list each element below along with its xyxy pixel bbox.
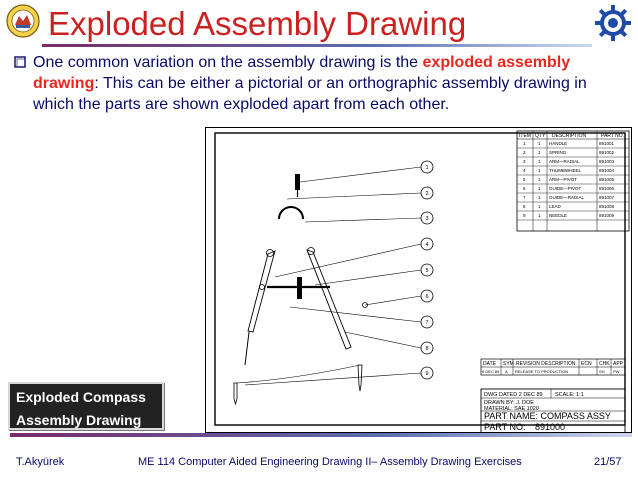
caption-line-1: Exploded Compass	[16, 389, 146, 405]
parts-row-9-description: NEEDLE	[549, 213, 568, 218]
checkbox-bullet-icon	[14, 56, 26, 68]
slide-title: Exploded Assembly Drawing	[48, 5, 467, 42]
department-gear-logo	[594, 4, 632, 42]
parts-row-9-qty: 1	[538, 213, 541, 218]
parts-row-7-partno: 891007	[599, 195, 615, 200]
footer-page-number: 21/57	[594, 456, 622, 468]
parts-row-4-partno: 891004	[599, 168, 615, 173]
parts-header-qty: QTY	[535, 133, 546, 139]
parts-row-9-item: 9	[523, 213, 526, 218]
balloon-label-6: 6	[425, 294, 429, 300]
balloon-label-7: 7	[425, 320, 429, 326]
parts-row-6-description: GUIDE—PIVOT	[549, 186, 582, 191]
rev-header-date: DATE	[483, 361, 496, 367]
balloon-label-9: 9	[425, 371, 429, 377]
parts-row-4-item: 4	[523, 168, 526, 173]
body-highlight: exploded assembly drawing	[33, 54, 571, 92]
rev-date: 6 DEC 89	[482, 369, 500, 374]
parts-row-2-partno: 891002	[599, 150, 615, 155]
rev-chk: SH	[599, 369, 605, 374]
parts-row-8-description: LEAD	[549, 204, 561, 209]
parts-row-6-qty: 1	[538, 186, 541, 191]
parts-row-8-partno: 891008	[599, 204, 615, 209]
title-block-part-no: 891000	[535, 422, 566, 432]
handle-part	[295, 174, 300, 190]
parts-header-partno: PART NO.	[601, 133, 625, 139]
parts-row-1-item: 1	[523, 141, 526, 146]
caption-line-2: Assembly Drawing	[16, 412, 142, 428]
body-text-start: One common variation on the assembly drawing is the	[33, 54, 423, 71]
balloon-label-4: 4	[425, 242, 429, 248]
balloon-label-2: 2	[425, 191, 429, 197]
parts-row-5-partno: 891005	[599, 177, 615, 182]
body-paragraph	[14, 52, 632, 115]
parts-header-description: DESCRIPTION	[552, 133, 587, 139]
title-block-part-no-label: PART NO:	[484, 422, 526, 432]
parts-row-3-item: 3	[523, 159, 526, 164]
parts-row-1-partno: 891001	[599, 141, 615, 146]
footer-course: ME 114 Computer Aided Engineering Drawing II– Assembly Drawing Exercises	[138, 456, 522, 468]
parts-row-2-qty: 1	[538, 150, 541, 155]
parts-row-1-qty: 1	[538, 141, 541, 146]
exploded-assembly-drawing	[205, 127, 632, 433]
rev-header-app: APP	[613, 361, 624, 367]
parts-row-7-description: GUIDE—RADIAL	[549, 195, 585, 200]
parts-row-1-description: HANDLE	[549, 141, 568, 146]
parts-row-7-qty: 1	[538, 195, 541, 200]
parts-row-6-item: 6	[523, 186, 526, 191]
parts-row-6-partno: 891006	[599, 186, 615, 191]
parts-header-item: ITEM	[519, 133, 531, 139]
balloon-label-3: 3	[425, 216, 429, 222]
parts-row-2-item: 2	[523, 150, 526, 155]
footer-divider	[10, 433, 632, 437]
parts-row-3-qty: 1	[538, 159, 541, 164]
parts-row-3-description: ARM—RADIAL	[549, 159, 580, 164]
title-block-drawn-by: DRAWN BY: J. DOE	[484, 400, 534, 406]
rev-sym: A	[505, 369, 508, 374]
body-text-end: : This can be either a pictorial or an orthographic assembly drawing in which the parts are shown exploded apart from each other.	[33, 75, 587, 113]
thumbwheel-part	[297, 277, 302, 299]
title-block-dwg-dated: DWG DATED 2 DEC 89	[484, 392, 543, 398]
parts-row-9-partno: 891009	[599, 213, 615, 218]
parts-row-8-qty: 1	[538, 204, 541, 209]
rev-description: RELEASE TO PRODUCTION	[515, 369, 568, 374]
parts-row-3-partno: 891003	[599, 159, 615, 164]
parts-row-8-item: 8	[523, 204, 526, 209]
parts-row-5-qty: 1	[538, 177, 541, 182]
balloon-label-1: 1	[425, 165, 429, 171]
rev-app: PW	[613, 369, 620, 374]
rev-header-ecn: ECN	[581, 361, 592, 367]
rev-header-description: REVISION DESCRIPTION	[516, 361, 576, 367]
parts-row-2-description: SPRING	[549, 150, 567, 155]
caption-box	[8, 382, 164, 430]
parts-row-4-description: THUMBWHEEL	[549, 168, 582, 173]
footer-author: T.Akyürek	[16, 456, 65, 468]
parts-row-5-item: 5	[523, 177, 526, 182]
parts-row-5-description: ARM—PIVOT	[549, 177, 578, 182]
university-seal-logo	[6, 4, 40, 38]
balloon-label-8: 8	[425, 346, 429, 352]
rev-header-sym: SYM	[503, 361, 514, 367]
balloon-label-5: 5	[425, 268, 429, 274]
rev-header-chk: CHK	[599, 361, 610, 367]
title-divider	[42, 44, 592, 47]
title-block-material: MATERIAL: SAE 1020	[484, 406, 539, 412]
parts-row-4-qty: 1	[538, 168, 541, 173]
title-block-part-name: PART NAME: COMPASS ASSY	[484, 411, 611, 421]
title-block-scale: SCALE: 1:1	[555, 392, 584, 398]
parts-row-7-item: 7	[523, 195, 526, 200]
